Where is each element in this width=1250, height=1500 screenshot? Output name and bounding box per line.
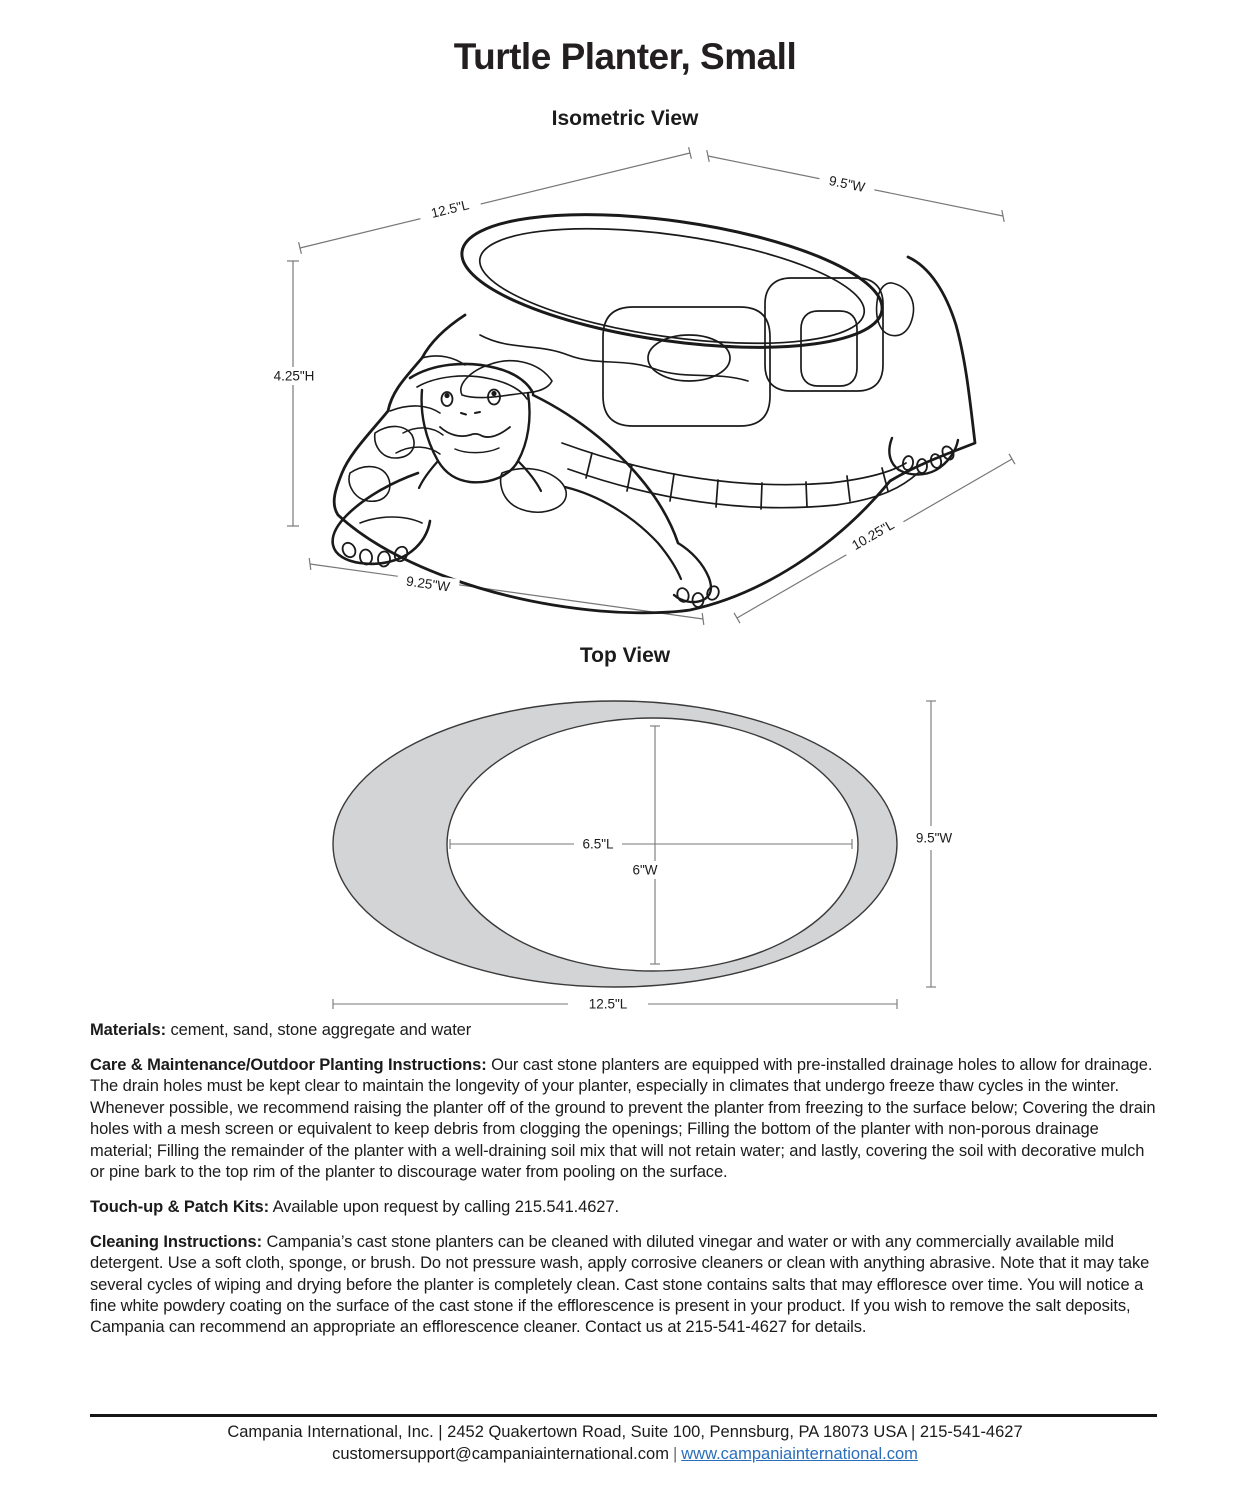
footer-address-line: Campania International, Inc. | 2452 Quakertown Road, Suite 100, Pennsburg, PA 18073 USA | 215-541-4627: [227, 1423, 1023, 1441]
shell-scute-right: [765, 278, 883, 391]
page-title: Turtle Planter, Small: [453, 36, 797, 77]
iso-dim-top-length-label: 12.5"L: [429, 197, 471, 221]
footer: [0, 1421, 1250, 1465]
top-dim-outer-width-label: 9.5"W: [915, 830, 953, 846]
cleaning-section: [90, 1232, 1162, 1339]
turtle-head: [419, 390, 541, 492]
turtle-rear-right-foot: [889, 438, 958, 475]
isometric-view-heading: Isometric View: [551, 107, 699, 130]
instructions-copy: [90, 1020, 1162, 1352]
materials-text: cement, sand, stone aggregate and water: [170, 1021, 472, 1039]
iso-dim-top-width-label: 9.5"W: [827, 173, 867, 195]
footer-email: customersupport@campaniainternational.com: [332, 1445, 669, 1463]
shell-scute-central: [603, 307, 770, 426]
turtle-mouth: [440, 427, 510, 437]
turtle-shell-outline: [334, 257, 975, 613]
top-view-drawing: [300, 678, 980, 1018]
care-maintenance-section: [90, 1055, 1162, 1183]
touch-up-section: [90, 1197, 1162, 1218]
footer-divider: [90, 1414, 1157, 1417]
touch-up-label: Touch-up & Patch Kits:: [90, 1197, 269, 1216]
footer-contact-line: [0, 1443, 1250, 1465]
footer-separator: |: [672, 1445, 678, 1463]
materials-label: Materials:: [90, 1021, 167, 1039]
top-dim-outer-length-label: 12.5"L: [588, 996, 628, 1012]
cleaning-label: Cleaning Instructions:: [90, 1232, 262, 1251]
top-view-heading: Top View: [579, 644, 671, 667]
footer-website-link[interactable]: www.campaniainternational.com: [681, 1445, 918, 1463]
top-dim-inner-width-label: 6"W: [632, 862, 658, 878]
care-maintenance-label: Care & Maintenance/Outdoor Planting Instructions:: [90, 1055, 487, 1074]
planter-opening-rim: [454, 192, 891, 370]
materials-section: [90, 1020, 1162, 1041]
iso-dimension-labels: [270, 170, 906, 598]
iso-dim-bottom-width-label: 9.25"W: [405, 573, 451, 595]
touch-up-text: Available upon request by calling 215.541.4627.: [272, 1197, 619, 1216]
turtle-line-art: [333, 192, 975, 613]
isometric-drawing: [270, 143, 1030, 628]
iso-dim-bottom-length-label: 10.25"L: [849, 516, 897, 554]
cleaning-text: Campania’s cast stone planters can be cleaned with diluted vinegar and water or with any commercially available mild detergent. Use a soft cloth, sponge, or brush. Do not pressure wash, apply corrosive cleaners or clean with anything abrasive. Note that it may take several cycles of wiping and drying before the planter is completely clean. Cast stone contains salts that may effloresce over time. You will notice a fine white powdery coating on the surface of the cast stone if the efflorescence is present in your product. If you wish to remove the salt deposits, Campania can recommend an appropriate an efflorescence cleaner. Contact us at 215-541-4627 for details.: [90, 1232, 1150, 1337]
iso-dim-height-label: 4.25"H: [273, 368, 315, 384]
care-maintenance-text: Our cast stone planters are equipped with pre-installed drainage holes to allow for drainage. The drain holes must be kept clear to maintain the longevity of your planter, especially in climates that undergo freeze thaw cycles in the winter. Whenever possible, we recommend raising the planter off of the ground to prevent the planter from freezing to the surface below; Covering the drain holes with a mesh screen or equivalent to keep debris from clogging the openings; Filling the bottom of the planter with non-porous drainage material; Filling the remainder of the planter with a well-draining soil mix that will not retain water; and lastly, covering the soil with decorative mulch or pine bark to the top rim of the planter to discourage water from pooling on the surface.: [90, 1055, 1156, 1181]
top-dim-inner-length-label: 6.5"L: [582, 836, 614, 852]
turtle-front-left-leg: [333, 473, 430, 567]
